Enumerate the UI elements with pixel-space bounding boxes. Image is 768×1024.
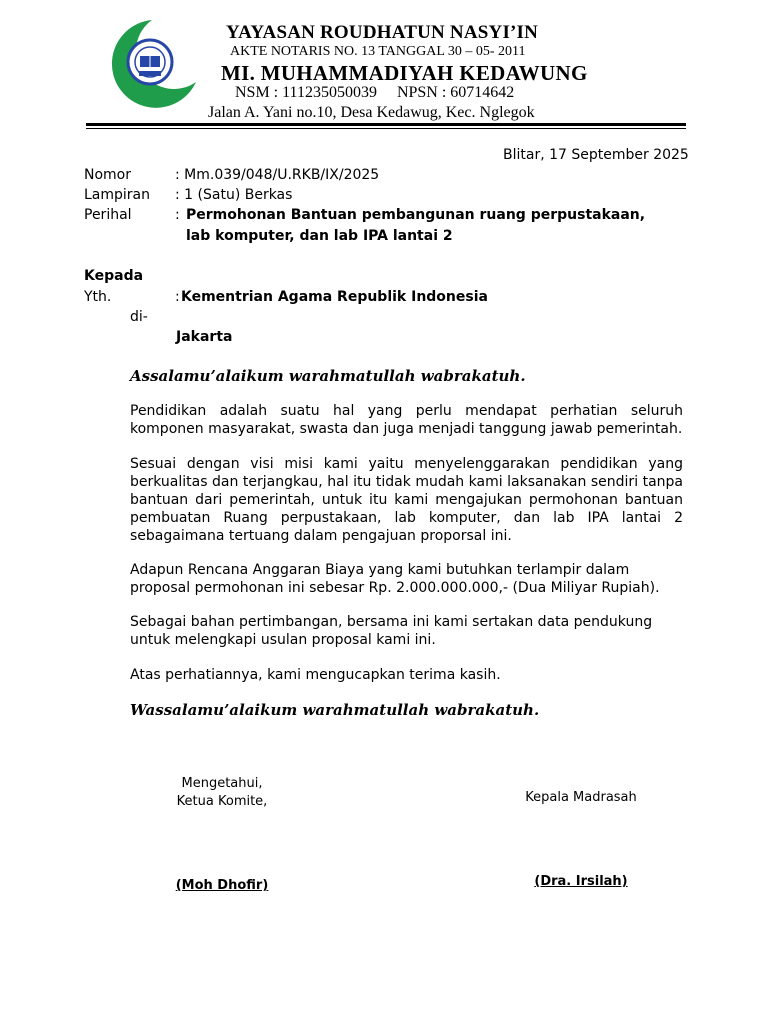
recipient-city: Jakarta bbox=[176, 329, 233, 345]
body-paragraph-2: Sesuai dengan visi misi kami yaitu menyelenggarakan pendidikan yang berkualitas dan terjangkau, hal itu tidak mudah kami laksanakan sendiri tanpa bantuan dari pemerintah, untuk itu kami mengajukan permohonan bantuan pembuatan Ruang perpustakaan, lab komputer, dan lab IPA lantai 2 sebagaimana tertuang dalam pengajuan proporsal ini. bbox=[130, 456, 683, 544]
body-paragraph-4: Sebagai bahan pertimbangan, bersama ini kami sertakan data pendukung untuk melengkapi usulan proposal kami ini. bbox=[130, 614, 653, 648]
recipient-name: Kementrian Agama Republik Indonesia bbox=[181, 289, 488, 305]
di-label: di- bbox=[130, 309, 148, 325]
school-logo bbox=[92, 16, 204, 108]
body-paragraph-3: Adapun Rencana Anggaran Biaya yang kami butuhkan terlampir dalam proposal permohonan ini sebesar Rp. 2.000.000.000,- (Dua Miliyar Rupiah). bbox=[130, 562, 660, 596]
signature-right-title: Kepala Madrasah bbox=[525, 790, 637, 805]
signature-right-name: (Dra. Irsilah) bbox=[534, 874, 628, 889]
signature-left-name: (Moh Dhofir) bbox=[175, 878, 269, 893]
letterhead-rule-thick bbox=[86, 123, 686, 126]
school-address: Jalan A. Yani no.10, Desa Kedawug, Kec. Nglegok bbox=[208, 104, 535, 121]
signature-left-line-1: Mengetahui, bbox=[181, 776, 263, 791]
lampiran-value: : 1 (Satu) Berkas bbox=[175, 187, 293, 203]
recipient-colon: : bbox=[175, 289, 180, 305]
perihal-colon: : bbox=[175, 207, 180, 223]
closing-greeting: Wassalamu’alaikum warahmatullah wabrakatuh. bbox=[130, 701, 540, 719]
letterhead-rule-thin bbox=[86, 128, 686, 129]
perihal-line-2: lab komputer, dan lab IPA lantai 2 bbox=[186, 228, 453, 244]
yth-label: Yth. bbox=[84, 289, 112, 305]
emblem-ribbon bbox=[139, 71, 161, 76]
nomor-label: Nomor bbox=[84, 167, 131, 183]
lampiran-label: Lampiran bbox=[84, 187, 151, 203]
nomor-value: : Mm.039/048/U.RKB/IX/2025 bbox=[175, 167, 380, 183]
perihal-label: Perihal bbox=[84, 207, 132, 223]
opening-greeting: Assalamu’alaikum warahmatullah wabrakatuh. bbox=[130, 367, 526, 385]
school-name: MI. MUHAMMADIYAH KEDAWUNG bbox=[221, 61, 588, 85]
body-paragraph-1: Pendidikan adalah suatu hal yang perlu mendapat perhatian seluruh komponen masyarakat, swasta dan juga menjadi tanggung jawab pemerintah. bbox=[130, 403, 683, 437]
foundation-name: YAYASAN ROUDHATUN NASYI’IN bbox=[226, 22, 539, 43]
school-ids: NSM : 111235050039 NPSN : 60714642 bbox=[235, 84, 515, 101]
body-paragraph-5: Atas perhatiannya, kami mengucapkan terima kasih. bbox=[130, 667, 501, 683]
kepada-label: Kepada bbox=[84, 268, 144, 284]
signature-left-line-2: Ketua Komite, bbox=[176, 794, 268, 809]
perihal-line-1: Permohonan Bantuan pembangunan ruang perpustakaan, bbox=[186, 207, 646, 223]
notary-deed: AKTE NOTARIS NO. 13 TANGGAL 30 – 05- 2011 bbox=[230, 44, 526, 59]
letter-date: Blitar, 17 September 2025 bbox=[503, 147, 689, 163]
